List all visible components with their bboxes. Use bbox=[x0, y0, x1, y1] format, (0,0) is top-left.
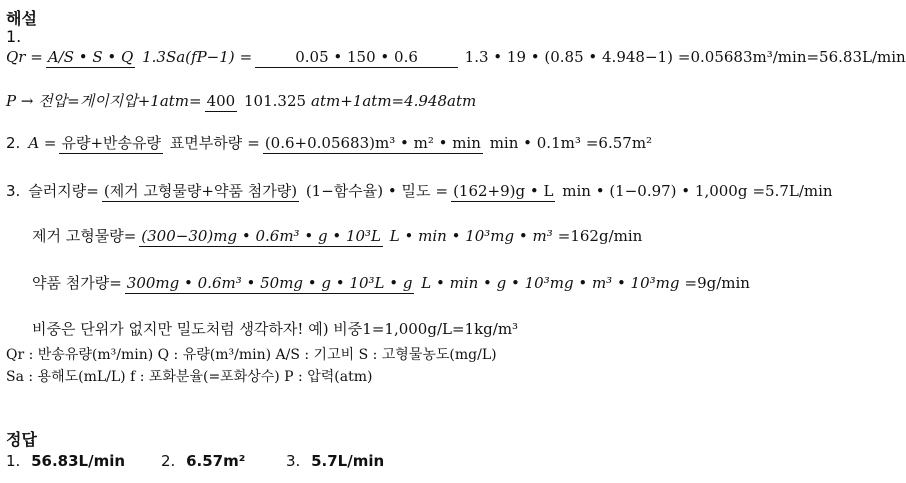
item-2-frac1-denominator: 표면부하량 bbox=[169, 134, 243, 152]
answer-3 bbox=[286, 452, 384, 470]
item-2-label: 2. bbox=[6, 134, 21, 152]
item-2-frac1-numerator: 유량+반송유량 bbox=[61, 134, 161, 152]
specific-gravity-note: 비중은 단위가 없지만 밀도처럼 생각하자! 예) 비중1=1,000g/L=1kg/m³ bbox=[32, 320, 519, 338]
item-3-equation bbox=[6, 180, 833, 201]
item-3-fraction-2 bbox=[451, 182, 749, 200]
chem-fraction bbox=[125, 274, 682, 292]
removed-frac-numerator: (300−30)mg • 0.6m³ • g • 10³L bbox=[141, 226, 382, 245]
item-2-lhs: A = bbox=[28, 134, 57, 152]
item-3-frac1-numerator: (제거 고형물량+약품 첨가량) bbox=[103, 181, 298, 200]
qr-result: =0.05683m³/min=56.83L/min bbox=[677, 48, 906, 66]
removed-solids-equation bbox=[32, 225, 642, 246]
answer-1-value: 56.83L/min bbox=[31, 452, 126, 470]
answer-2-value: 6.57m² bbox=[186, 452, 246, 470]
item-3-fraction-1 bbox=[102, 182, 433, 200]
legend-line-2: Sa : 용해도(mL/L) f : 포화분율(=포화상수) P : 압력(atm) bbox=[6, 369, 373, 385]
removed-result: =162g/min bbox=[557, 226, 643, 245]
p-lhs: P → 전압=게이지압+1atm= bbox=[6, 92, 202, 110]
removed-frac-denominator: L • min • 10³mg • m³ bbox=[389, 226, 553, 245]
chem-result: =9g/min bbox=[684, 273, 750, 292]
p-result: atm+1atm=4.948atm bbox=[311, 91, 477, 110]
qr-equation bbox=[6, 48, 906, 66]
qr-frac1-numerator: A/S • S • Q bbox=[47, 48, 134, 66]
qr-frac1-denominator: 1.3Sa(fP−1) bbox=[142, 48, 235, 66]
item-2-fraction-1 bbox=[59, 134, 244, 152]
removed-lhs: 제거 고형물량= bbox=[32, 227, 137, 245]
p-equation bbox=[6, 90, 476, 111]
qr-frac2-denominator: 1.3 • 19 • (0.85 • 4.948−1) bbox=[464, 48, 673, 66]
p-frac-numerator: 400 bbox=[206, 91, 236, 110]
item-2-frac2-numerator: (0.6+0.05683)m³ • m² • min bbox=[264, 134, 481, 152]
p-fraction bbox=[205, 92, 308, 110]
item-3-frac2-denominator: min • (1−0.97) • 1,000g bbox=[562, 181, 748, 200]
qr-fraction-1 bbox=[46, 48, 237, 66]
item-2-equals: = bbox=[247, 134, 260, 152]
answer-2-label: 2. bbox=[161, 452, 176, 470]
item-3-equals: = bbox=[435, 181, 449, 200]
item-2-fraction-2 bbox=[263, 134, 583, 152]
item-1-label: 1. bbox=[6, 27, 22, 46]
chemical-addition-equation bbox=[32, 272, 750, 293]
item-3-frac2-numerator: (162+9)g • L bbox=[453, 181, 554, 200]
item-2-equation bbox=[6, 134, 652, 152]
item-2-result: =6.57m² bbox=[585, 134, 653, 152]
qr-lhs: Qr = bbox=[6, 48, 43, 66]
answer-1-label: 1. bbox=[6, 452, 21, 470]
answers-row bbox=[6, 452, 384, 470]
answer-2 bbox=[161, 452, 286, 470]
chem-lhs: 약품 첨가량= bbox=[32, 274, 122, 292]
answer-heading: 정답 bbox=[6, 430, 37, 449]
qr-frac2-numerator: 0.05 • 150 • 0.6 bbox=[255, 48, 458, 68]
solution-heading: 해설 bbox=[6, 9, 37, 28]
item-3-frac1-denominator: (1−함수율) • 밀도 bbox=[305, 181, 431, 200]
qr-equals: = bbox=[239, 48, 253, 66]
legend-line-1: Qr : 반송유량(m³/min) Q : 유량(m³/min) A/S : 기고비 S : 고형물농도(mg/L) bbox=[6, 347, 497, 363]
item-2-frac2-denominator: min • 0.1m³ bbox=[489, 134, 581, 152]
item-3-result: =5.7L/min bbox=[752, 181, 833, 200]
removed-fraction bbox=[139, 227, 554, 245]
answer-3-value: 5.7L/min bbox=[311, 452, 385, 470]
answer-3-label: 3. bbox=[286, 452, 301, 470]
chem-frac-numerator: 300mg • 0.6m³ • 50mg • g • 10³L • g bbox=[126, 273, 413, 292]
item-3-lhs: 슬러지량= bbox=[28, 182, 99, 200]
p-frac-denominator: 101.325 bbox=[244, 91, 307, 110]
item-3-label: 3. bbox=[6, 181, 21, 200]
answer-1 bbox=[6, 452, 161, 470]
chem-frac-denominator: L • min • g • 10³mg • m³ • 10³mg bbox=[421, 273, 680, 292]
qr-fraction-2 bbox=[255, 48, 675, 66]
